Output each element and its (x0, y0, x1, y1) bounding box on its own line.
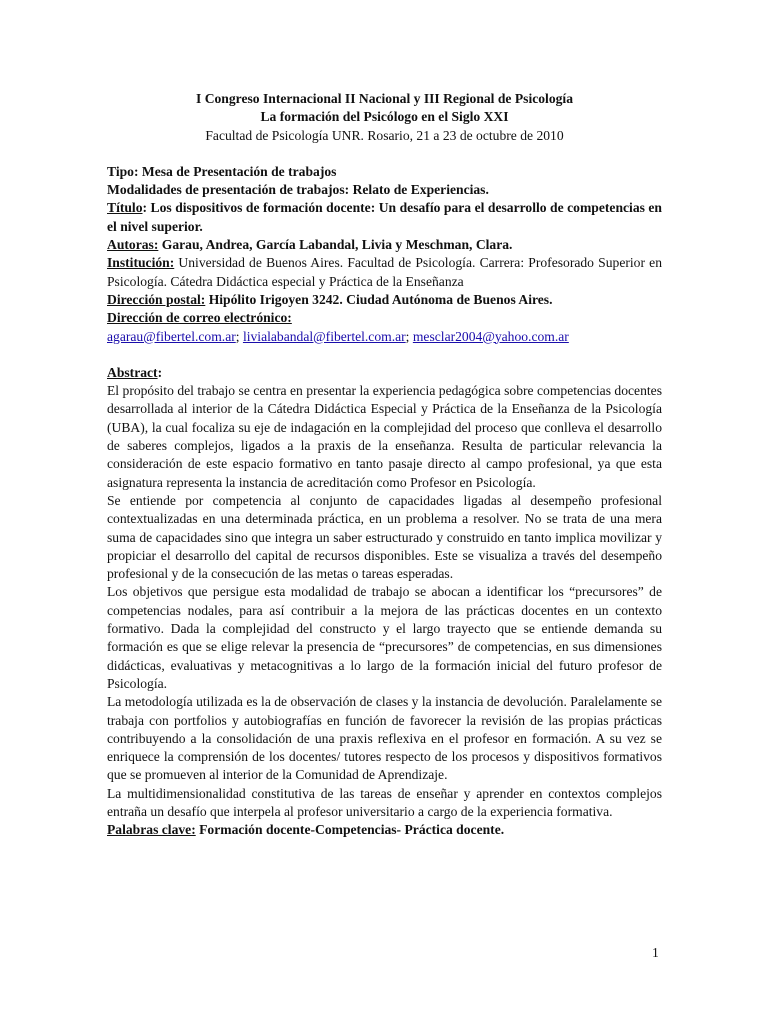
abstract-paragraph: La metodología utilizada es la de observación de clases y la instancia de devolución. Paralelamente se trabaja con portfolios y autobiografías en función de favorecer la revisión de las propias prácticas contribuyendo a la consolidación de una praxis reflexiva en el profesor en formación. A su vez se enriquece la comprensión de los docentes/ tutores respecto de los procesos y dispositivos formativos que se promueven al interior de la Comunidad de Aprendizaje. (107, 694, 662, 783)
email-separator: ; (235, 328, 243, 344)
tipo-line: Tipo: Mesa de Presentación de trabajos (107, 163, 337, 179)
institucion-line (107, 254, 662, 291)
document-body (107, 90, 662, 840)
titulo-text: : Los dispositivos de formación docente: Un desafío para el desarrollo de competencias en el nivel superior. (107, 200, 662, 234)
congress-title: I Congreso Internacional II Nacional y III Regional de Psicología (196, 91, 573, 106)
email-list (107, 328, 662, 346)
page-number: 1 (652, 945, 659, 960)
spacer (107, 145, 662, 163)
institucion-label: Institución: (107, 255, 175, 271)
abstract-heading (107, 364, 662, 382)
direccion-line (107, 291, 662, 309)
congress-subtitle: La formación del Psicólogo en el Siglo XXI (260, 109, 509, 125)
institucion-text: Universidad de Buenos Aires. Facultad de Psicología. Carrera: Profesorado Superior en Psicología. Cátedra Didáctica especial y Práctica de la Enseñanza (107, 255, 662, 289)
abstract-label: Abstract (107, 364, 158, 380)
abstract-colon: : (157, 364, 163, 380)
autoras-label: Autoras: (107, 237, 159, 253)
email-separator: ; (405, 328, 413, 344)
abstract-paragraph: Los objetivos que persigue esta modalidad de trabajo se abocan a identificar los “precursores” de competencias nodales, para así contribuir a la mejora de las prácticas docentes en un contexto formativo. Dada la complejidad del constructo y el largo trayecto que se entiende demanda su formación es que se elige relevar la presencia de “precursores” de competencias, en sus dimensiones didácticas, evaluativas y metacognitivas a lo largo de la formación inicial del futuro profesor de Psicología. (107, 584, 662, 691)
correo-label: Dirección de correo electrónico: (107, 310, 292, 326)
keywords-line (107, 821, 662, 839)
congress-venue: Facultad de Psicología UNR. Rosario, 21 a 23 de octubre de 2010 (205, 127, 564, 143)
keywords-label: Palabras clave: (107, 822, 196, 838)
direccion-text: Hipólito Irigoyen 3242. Ciudad Autónoma de Buenos Aires. (205, 291, 553, 307)
spacer (107, 346, 662, 364)
modalidades-line: Modalidades de presentación de trabajos: Relato de Experiencias. (107, 182, 489, 198)
titulo-line (107, 199, 662, 236)
keywords-text: Formación docente-Competencias- Práctica docente. (195, 822, 505, 838)
email-link-labandal[interactable]: livialabandal@fibertel.com.ar (242, 328, 406, 344)
abstract-paragraph: El propósito del trabajo se centra en presentar la experiencia pedagógica sobre competencias docentes desarrollada al interior de la Cátedra Didáctica Especial y Práctica de la Enseñanza de la Psicología (UBA), la cual focaliza su eje de indagación en la complejidad del proceso que conlleva el desarrollo de saberes complejos, ligados a la praxis de la enseñanza. Resulta de particular relevancia la consideración de este espacio formativo en tanto pasaje directo al campo profesional, ya que esta asignatura representa la instancia de acreditación como Profesor en Psicología. (107, 383, 662, 490)
direccion-label: Dirección postal: (107, 291, 206, 307)
email-link-meschman[interactable]: mesclar2004@yahoo.com.ar (412, 328, 569, 344)
abstract-paragraph: Se entiende por competencia al conjunto de capacidades ligadas al desempeño profesional contextualizadas en una determinada práctica, en un problema a resolver. No se trata de una mera suma de capacidades sino que integra un saber estructurado y construido en tanto implica movilizar y propiciar el desarrollo del capital de recursos disponibles. Este se visualiza a través del desempeño profesional y de la consecución de las metas o tareas esperadas. (107, 492, 662, 582)
titulo-label: Título (107, 200, 143, 216)
email-link-garau[interactable]: agarau@fibertel.com.ar (107, 328, 236, 344)
autoras-line (107, 236, 662, 254)
autoras-text: Garau, Andrea, García Labandal, Livia y Meschman, Clara. (158, 237, 513, 253)
abstract-paragraph: La multidimensionalidad constitutiva de las tareas de enseñar y aprender en contextos complejos entraña un desafío que interpela al profesor universitario a cargo de la experiencia formativa. (107, 785, 662, 819)
